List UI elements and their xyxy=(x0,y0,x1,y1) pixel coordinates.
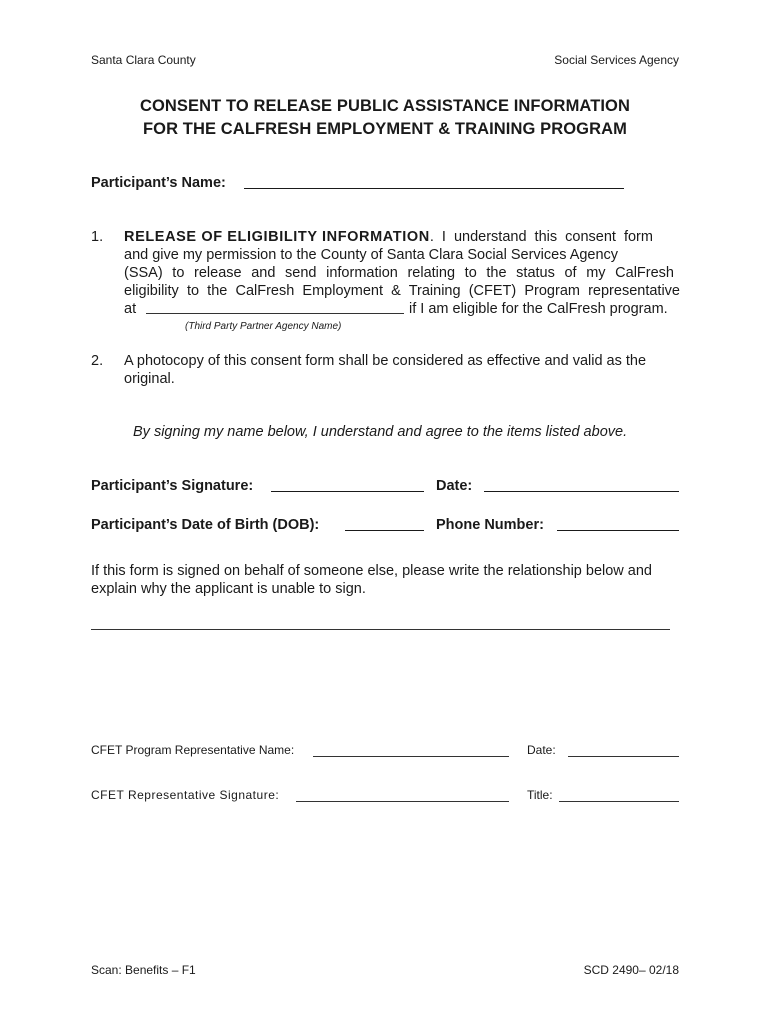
partner-agency-field[interactable] xyxy=(146,313,404,314)
footer-scan: Scan: Benefits – F1 xyxy=(91,963,196,977)
dob-field[interactable] xyxy=(345,530,424,531)
behalf-line1: If this form is signed on behalf of someone else, please write the relationship below and xyxy=(91,563,652,579)
participant-name-label: Participant’s Name: xyxy=(91,175,226,191)
date-label: Date: xyxy=(436,478,473,494)
item1-line5-start: at xyxy=(124,301,137,317)
item1-line1 xyxy=(124,228,661,246)
cfet-rep-signature-label: CFET Representative Signature: xyxy=(91,788,280,802)
cfet-title-label: Title: xyxy=(527,788,553,802)
item1-number: 1. xyxy=(91,229,104,245)
cfet-rep-name-label: CFET Program Representative Name: xyxy=(91,743,295,757)
participant-signature-field[interactable] xyxy=(271,491,424,492)
cfet-date-field[interactable] xyxy=(568,756,679,757)
participant-signature-label: Participant’s Signature: xyxy=(91,478,254,494)
document-title-line2: FOR THE CALFRESH EMPLOYMENT & TRAINING PROGRAM xyxy=(142,120,627,138)
cfet-rep-name-field[interactable] xyxy=(313,756,509,757)
relationship-field[interactable] xyxy=(91,629,670,630)
document-title-line1: CONSENT TO RELEASE PUBLIC ASSISTANCE INFORMATION xyxy=(139,97,631,115)
item1-line5-end: if I am eligible for the CalFresh program. xyxy=(409,301,668,317)
phone-label: Phone Number: xyxy=(436,517,544,533)
item1-line1-rest: . I understand this consent form xyxy=(429,229,653,245)
cfet-rep-signature-field[interactable] xyxy=(296,801,509,802)
participant-name-field[interactable] xyxy=(244,188,624,189)
item1-line3: (SSA) to release and send information relating to the status of my CalFresh xyxy=(124,265,674,281)
header-county: Santa Clara County xyxy=(91,53,196,67)
item1-heading: RELEASE OF ELIGIBILITY INFORMATION xyxy=(124,229,430,245)
item2-number: 2. xyxy=(91,353,104,369)
phone-field[interactable] xyxy=(557,530,679,531)
agreement-statement: By signing my name below, I understand and agree to the items listed above. xyxy=(133,424,628,440)
header-agency: Social Services Agency xyxy=(554,53,679,67)
cfet-date-label: Date: xyxy=(527,743,556,757)
item1-line2: and give my permission to the County of Santa Clara Social Services Agency xyxy=(124,247,619,263)
item2-line2: original. xyxy=(124,371,175,387)
footer-form-number: SCD 2490– 02/18 xyxy=(583,963,679,977)
behalf-line2: explain why the applicant is unable to sign. xyxy=(91,581,366,597)
cfet-title-field[interactable] xyxy=(559,801,679,802)
item1-line4: eligibility to the CalFresh Employment & Training (CFET) Program representative xyxy=(124,283,680,299)
dob-label: Participant’s Date of Birth (DOB): xyxy=(91,517,320,533)
partner-agency-caption: (Third Party Partner Agency Name) xyxy=(185,321,342,332)
date-field[interactable] xyxy=(484,491,679,492)
item2-line1: A photocopy of this consent form shall be considered as effective and valid as the xyxy=(124,353,647,369)
